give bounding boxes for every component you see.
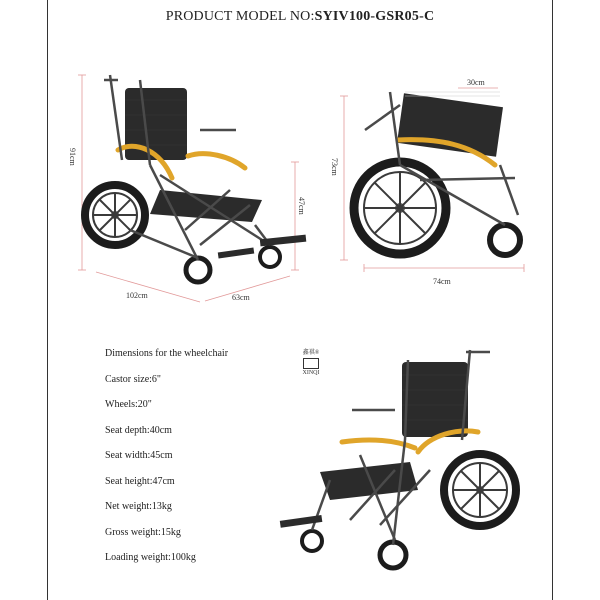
dim-folded-depth: 30cm bbox=[467, 78, 485, 87]
dim-folded-height: 73cm bbox=[330, 158, 339, 176]
spec-gross-weight: Gross weight:15kg bbox=[105, 526, 181, 538]
dim-width: 63cm bbox=[232, 293, 250, 302]
dim-length: 102cm bbox=[126, 291, 148, 300]
spec-list bbox=[105, 348, 228, 578]
dim-seat-height: 47cm bbox=[297, 197, 306, 215]
dim-folded-length: 74cm bbox=[433, 277, 451, 286]
model-number: SYIV100-GSR05-C bbox=[314, 9, 435, 24]
spec-net-weight: Net weight:13kg bbox=[105, 501, 172, 512]
logo-mark-icon bbox=[303, 358, 319, 369]
spec-castor-size: Castor size:6" bbox=[105, 373, 162, 385]
title-prefix: PRODUCT MODEL NO: bbox=[165, 9, 315, 24]
wheelchair-rear-view bbox=[280, 350, 516, 568]
wheelchair-front-view bbox=[85, 75, 306, 282]
wheelchair-folded-view bbox=[354, 92, 520, 255]
spec-seat-height: Seat height:47cm bbox=[105, 475, 175, 487]
spec-loading-weight: Loading weight:100kg bbox=[105, 552, 196, 563]
spec-wheels: Wheels:20" bbox=[105, 399, 152, 410]
brand-logo bbox=[299, 350, 323, 377]
logo-top-text: 鑫祺® bbox=[302, 350, 320, 356]
spec-heading: Dimensions for the wheelchair bbox=[105, 348, 229, 359]
logo-bottom-text: XINQI bbox=[302, 370, 320, 376]
dim-total-height: 91cm bbox=[68, 148, 77, 166]
spec-seat-width: Seat width:45cm bbox=[105, 450, 173, 461]
spec-seat-depth: Seat depth:40cm bbox=[105, 424, 172, 436]
